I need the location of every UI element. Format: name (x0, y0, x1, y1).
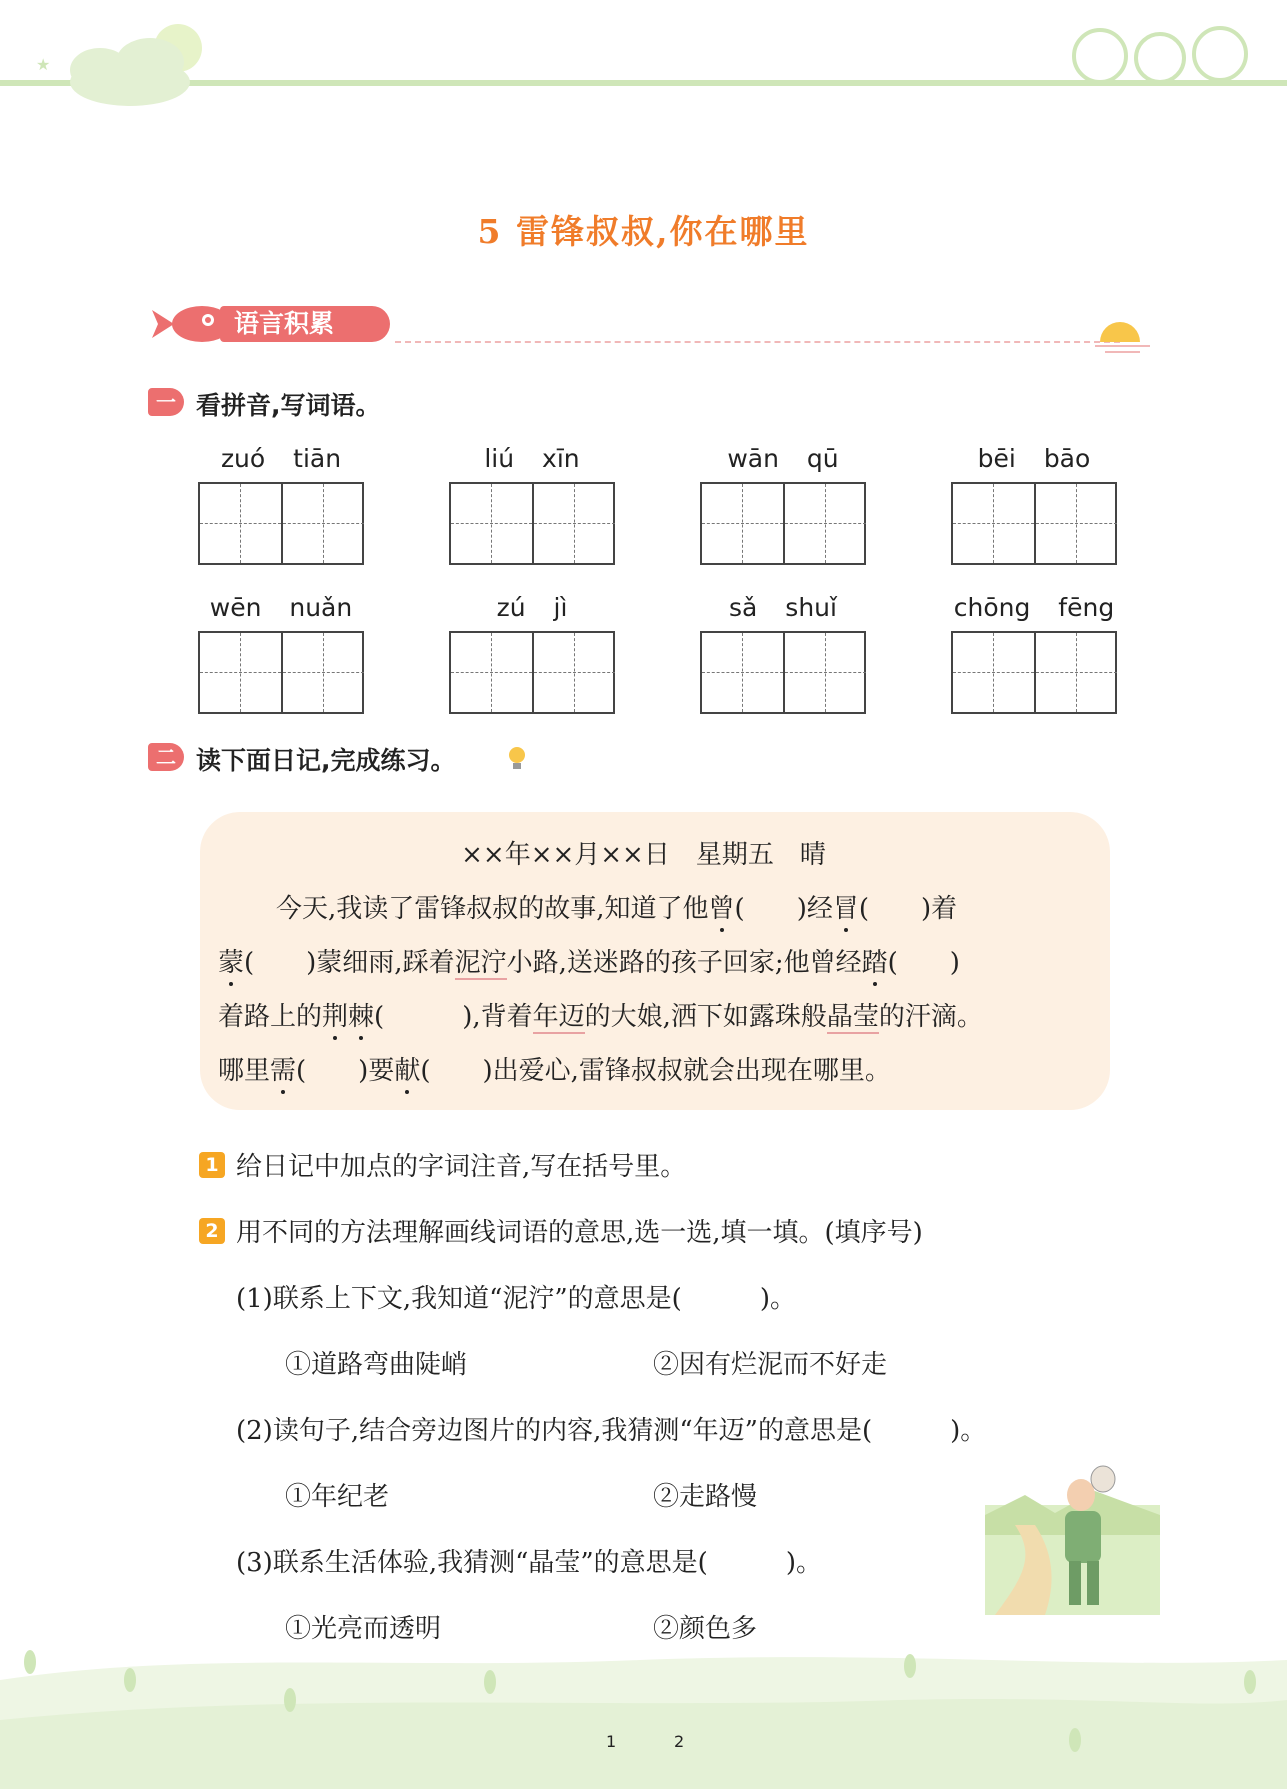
soldier-carrying-elder-illustration (985, 1455, 1160, 1615)
whale-icon (150, 290, 230, 346)
pinyin-label: wān qū (727, 444, 839, 473)
writing-grid[interactable] (951, 631, 1117, 714)
dotted-char: 需 (270, 1056, 297, 1086)
diary-date: ××年××月××日 (461, 840, 670, 870)
underlined-word: 年迈 (532, 1002, 585, 1032)
pinyin-label: chōng fēng (953, 593, 1115, 622)
subquestion-3: (3)联系生活体验,我猜测“晶莹”的意思是( )。 (236, 1548, 822, 1578)
sun-cloud-icon (20, 0, 210, 120)
diary-text: ( )经 (734, 894, 833, 924)
writing-grid[interactable] (700, 631, 866, 714)
pinyin-label: sǎ shuǐ (729, 593, 837, 622)
writing-grid[interactable] (449, 631, 615, 714)
pinyin-label: wēn nuǎn (209, 593, 353, 622)
page-number-left: 1 (606, 1732, 617, 1751)
dotted-char: 踏 (861, 948, 888, 978)
diary-text: ( )要 (296, 1056, 395, 1086)
writing-grid[interactable] (951, 482, 1117, 565)
question-2-text: 读下面日记,完成练习。 (196, 746, 456, 775)
animal-faces-icon (1060, 20, 1260, 86)
diary-text: ( )蒙细雨,踩着 (244, 948, 455, 978)
diary-text: 小路,送迷路的孩子回家;他曾经 (506, 948, 862, 978)
section-label: 语言积累 (220, 306, 390, 342)
pinyin-label: zú jì (496, 593, 568, 622)
dotted-char: 冒 (832, 894, 859, 924)
dotted-char: 蒙 (218, 948, 245, 978)
dotted-char: 曾 (708, 894, 735, 924)
section-divider (395, 341, 1120, 343)
pinyin-label: bēi bāo (977, 444, 1091, 473)
diary-line-4 (218, 1050, 891, 1087)
task-1-badge: 1 (199, 1152, 225, 1178)
diary-text: 的大娘,洒下如露珠般 (584, 1002, 827, 1032)
diary-text: 哪里 (218, 1056, 271, 1086)
diary-line-2 (218, 942, 960, 979)
page-number-right: 2 (674, 1732, 685, 1751)
diary-header (0, 834, 1287, 871)
option-1-1[interactable]: ①道路弯曲陡峭 (285, 1350, 468, 1380)
option-2-2[interactable]: ②走路慢 (653, 1482, 758, 1512)
option-3-1[interactable]: ①光亮而透明 (285, 1614, 442, 1644)
diary-text: ( ),背着 (374, 1002, 533, 1032)
option-3-2[interactable]: ②颜色多 (653, 1614, 758, 1644)
diary-text: 着路上的 (218, 1002, 323, 1032)
diary-text: 的汗滴。 (878, 1002, 983, 1032)
option-2-1[interactable]: ①年纪老 (285, 1482, 390, 1512)
pinyin-label: zuó tiān (220, 444, 342, 473)
subquestion-1: (1)联系上下文,我知道“泥泞”的意思是( )。 (236, 1284, 796, 1314)
diary-line-1 (276, 888, 957, 925)
dotted-char: 棘 (348, 1002, 375, 1032)
writing-grid[interactable] (198, 631, 364, 714)
diary-text: ( ) (887, 948, 960, 978)
pinyin-label: liú xīn (484, 444, 580, 473)
task-2-badge: 2 (199, 1218, 225, 1244)
task-2-text: 用不同的方法理解画线词语的意思,选一选,填一填。(填序号) (236, 1218, 923, 1248)
diary-weather: 晴 (799, 840, 826, 870)
subquestion-2: (2)读句子,结合旁边图片的内容,我猜测“年迈”的意思是( )。 (236, 1416, 987, 1446)
lightbulb-icon (505, 744, 529, 772)
underlined-word: 晶莹 (826, 1002, 879, 1032)
svg-text:★: ★ (36, 55, 51, 74)
writing-grid[interactable] (449, 482, 615, 565)
underlined-word: 泥泞 (454, 948, 507, 978)
writing-grid[interactable] (198, 482, 364, 565)
dotted-char: 献 (394, 1056, 421, 1086)
diary-text: ( )出爱心,雷锋叔叔就会出现在哪里。 (420, 1056, 891, 1086)
task-1-text: 给日记中加点的字词注音,写在括号里。 (236, 1152, 687, 1182)
diary-text: 今天,我读了雷锋叔叔的故事,知道了他 (276, 894, 709, 924)
diary-line-3 (218, 996, 983, 1033)
sunset-icon (1095, 312, 1150, 357)
question-1-text: 看拼音,写词语。 (196, 391, 381, 420)
option-1-2[interactable]: ②因有烂泥而不好走 (653, 1350, 888, 1380)
question-2-number: 二 (148, 743, 184, 771)
diary-weekday: 星期五 (695, 840, 774, 870)
question-1-number: 一 (148, 388, 184, 416)
dotted-char: 荆 (322, 1002, 349, 1032)
writing-grid[interactable] (700, 482, 866, 565)
diary-text: ( )着 (858, 894, 958, 924)
page-title: 5 雷锋叔叔,你在哪里 (477, 212, 810, 251)
footer-hills-decoration (0, 1640, 1287, 1789)
